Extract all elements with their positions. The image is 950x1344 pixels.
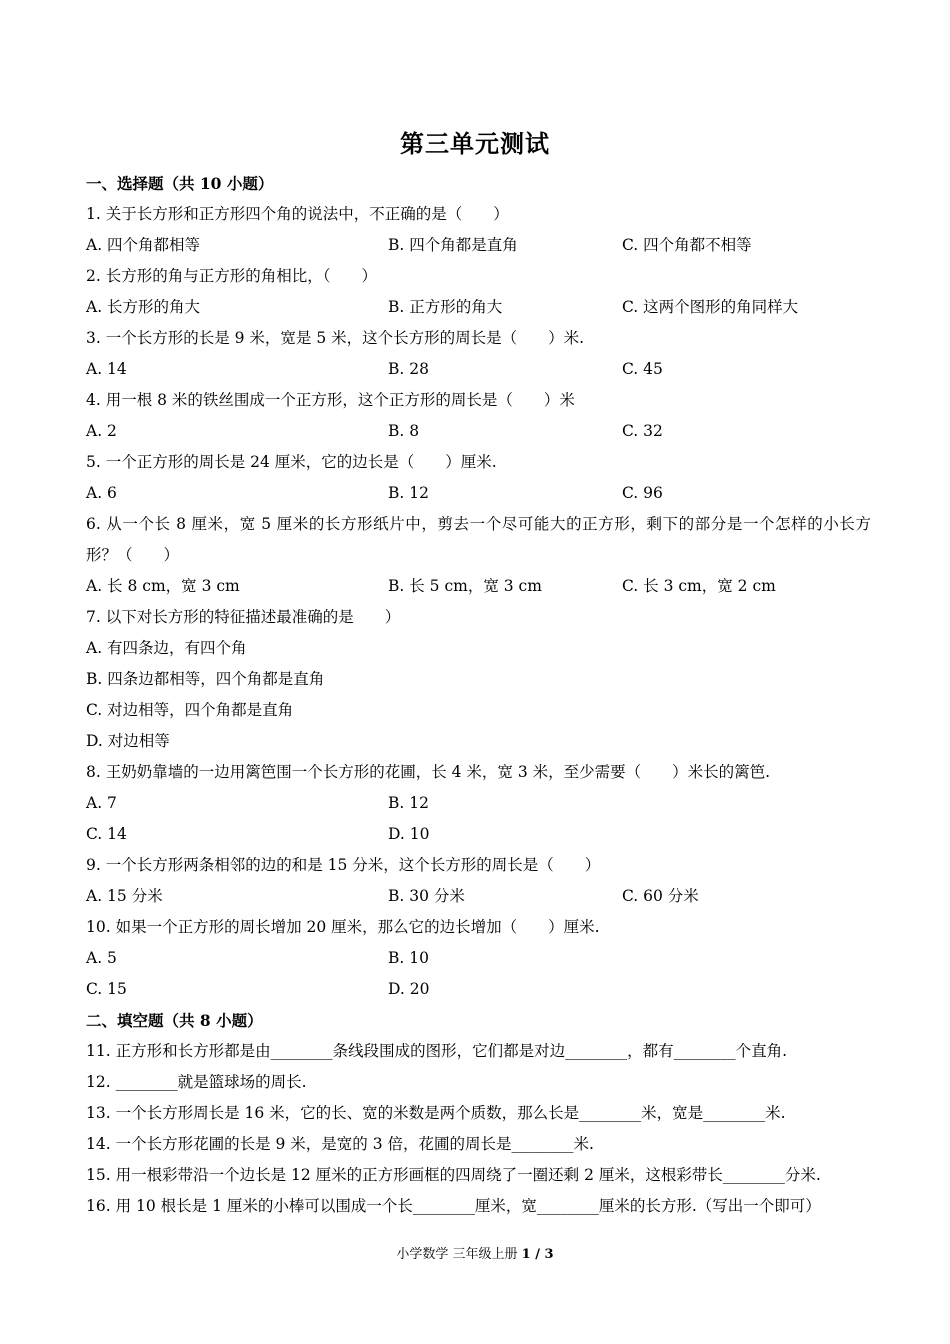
- option-b: B. 8: [388, 422, 420, 440]
- fill-question-12: 12. ________就是篮球场的周长.: [86, 1073, 307, 1091]
- page-number: 1: [521, 1247, 531, 1262]
- options-9: [86, 881, 871, 912]
- page-footer: [0, 1243, 950, 1262]
- option-b: B. 长 5 cm，宽 3 cm: [388, 577, 542, 595]
- options-5: [86, 478, 871, 509]
- option-c: C. 15: [86, 980, 127, 998]
- options-2: [86, 292, 871, 323]
- fill-question-14: 14. 一个长方形花圃的长是 9 米，是宽的 3 倍，花圃的周长是________米.: [86, 1135, 594, 1153]
- option-a: A. 2: [86, 422, 117, 440]
- options-6: [86, 571, 871, 602]
- question-8: 8. 王奶奶靠墙的一边用篱笆围一个长方形的花圃，长 4 米，宽 3 米，至少需要（ ）米长的篱笆.: [86, 763, 771, 781]
- fill-question-13: 13. 一个长方形周长是 16 米，它的长、宽的米数是两个质数，那么长是________米，宽是________米.: [86, 1104, 786, 1122]
- option-a: A. 6: [86, 484, 117, 502]
- option-c: C. 96: [622, 484, 663, 502]
- option-c: C. 这两个图形的角同样大: [622, 298, 799, 316]
- section-heading-fill: 二、填空题（共 8 小题）: [86, 1011, 263, 1030]
- question-3: 3. 一个长方形的长是 9 米，宽是 5 米，这个长方形的周长是（ ）米.: [86, 329, 585, 347]
- option-b: B. 12: [388, 794, 429, 812]
- options-1: [86, 230, 871, 261]
- option-b: B. 正方形的角大: [388, 298, 503, 316]
- options-8-row-1: [86, 788, 871, 819]
- fill-question-15: 15. 用一根彩带沿一个边长是 12 厘米的正方形画框的四周绕了一圈还剩 2 厘米，这根彩带长________分米.: [86, 1166, 821, 1184]
- option-a: A. 7: [86, 794, 117, 812]
- option-c: C. 32: [622, 422, 663, 440]
- question-6: 6. 从一个长 8 厘米，宽 5 厘米的长方形纸片中，剪去一个尽可能大的正方形，剩下的部分是一个怎样的小长方形？（ ）: [86, 515, 871, 564]
- option-c: C. 60 分米: [622, 887, 699, 905]
- options-4: [86, 416, 871, 447]
- option-a: A. 5: [86, 949, 117, 967]
- option-d: D. 20: [388, 980, 430, 998]
- option-c: C. 四个角都不相等: [622, 236, 752, 254]
- option-b: B. 12: [388, 484, 429, 502]
- option-a: A. 四个角都相等: [86, 236, 201, 254]
- option-a: A. 长 8 cm，宽 3 cm: [86, 577, 240, 595]
- fill-question-16: 16. 用 10 根长是 1 厘米的小棒可以围成一个长________厘米，宽________厘米的长方形.（写出一个即可）: [86, 1197, 821, 1215]
- question-9: 9. 一个长方形两条相邻的边的和是 15 分米，这个长方形的周长是（ ）: [86, 856, 601, 874]
- question-10: 10. 如果一个正方形的周长增加 20 厘米，那么它的边长增加（ ）厘米.: [86, 918, 600, 936]
- option-c: C. 对边相等，四个角都是直角: [86, 701, 294, 719]
- option-d: D. 对边相等: [86, 732, 170, 750]
- footer-text: 小学数学 三年级上册: [396, 1247, 522, 1262]
- question-1: 1. 关于长方形和正方形四个角的说法中，不正确的是（ ）: [86, 205, 509, 223]
- question-5: 5. 一个正方形的周长是 24 厘米，它的边长是（ ）厘米.: [86, 453, 497, 471]
- option-c: C. 长 3 cm，宽 2 cm: [622, 577, 776, 595]
- option-b: B. 10: [388, 949, 429, 967]
- options-10-row-1: [86, 943, 871, 974]
- option-b: B. 28: [388, 360, 429, 378]
- options-10-row-2: [86, 974, 871, 1005]
- option-a: A. 14: [86, 360, 127, 378]
- option-a: A. 15 分米: [86, 887, 163, 905]
- option-a: A. 有四条边，有四个角: [86, 639, 247, 657]
- question-7: 7. 以下对长方形的特征描述最准确的是 ）: [86, 608, 401, 626]
- option-b: B. 四条边都相等，四个角都是直角: [86, 670, 325, 688]
- page-separator: /: [530, 1247, 545, 1262]
- question-2: 2. 长方形的角与正方形的角相比，（ ）: [86, 267, 377, 285]
- question-4: 4. 用一根 8 米的铁丝围成一个正方形，这个正方形的周长是（ ）米: [86, 391, 575, 409]
- option-d: D. 10: [388, 825, 430, 843]
- page-title: 第三单元测试: [400, 129, 550, 158]
- option-a: A. 长方形的角大: [86, 298, 201, 316]
- option-c: C. 14: [86, 825, 127, 843]
- option-c: C. 45: [622, 360, 663, 378]
- fill-question-11: 11. 正方形和长方形都是由________条线段围成的图形，它们都是对边________，都有________个直角.: [86, 1042, 788, 1060]
- page-total: 3: [544, 1247, 554, 1262]
- exam-content: [86, 168, 871, 1222]
- options-3: [86, 354, 871, 385]
- options-8-row-2: [86, 819, 871, 850]
- section-heading-choice: 一、选择题（共 10 小题）: [86, 174, 274, 193]
- option-b: B. 四个角都是直角: [388, 236, 518, 254]
- option-b: B. 30 分米: [388, 887, 465, 905]
